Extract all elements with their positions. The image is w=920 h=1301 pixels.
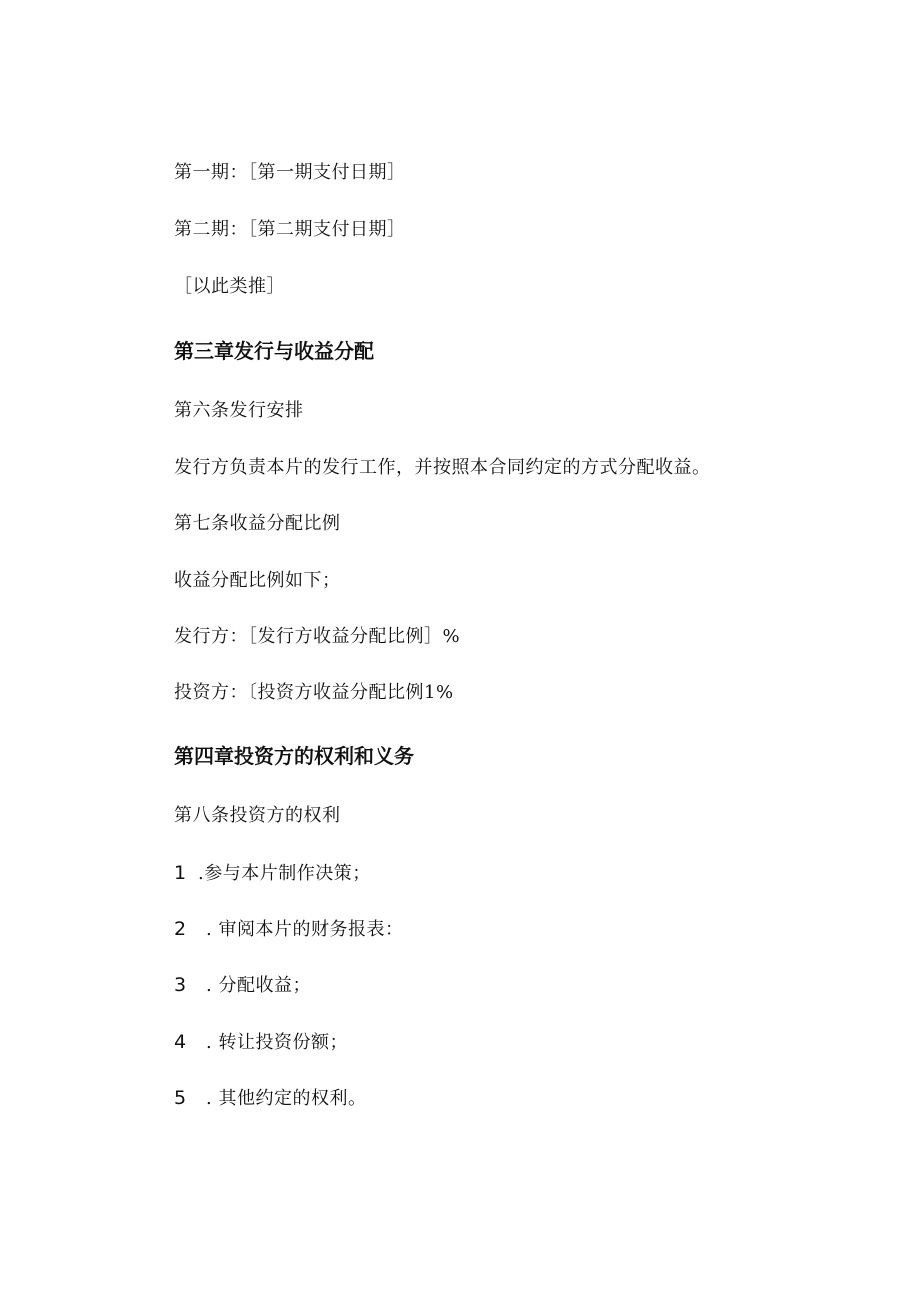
list-item <box>174 861 371 886</box>
article-6-title: 第六条发行安排 <box>174 400 304 421</box>
article-7-title: 第七条收益分配比例 <box>174 513 341 534</box>
list-item <box>174 917 403 942</box>
list-item-number: 2 <box>174 918 187 940</box>
list-item-text: . 审阅本片的财务报表： <box>206 919 404 940</box>
payment-second: 第二期：［第二期支付日期］ <box>174 219 406 240</box>
list-item <box>174 973 311 998</box>
payment-etc: ［以此类推］ <box>174 276 285 297</box>
list-item <box>174 1030 348 1055</box>
list-item <box>174 1086 366 1111</box>
list-item-number: 3 <box>174 974 187 996</box>
distributor-share: 发行方：［发行方收益分配比例］% <box>174 626 461 647</box>
list-item-text: . 转让投资份额； <box>206 1032 348 1053</box>
article-6-body: 发行方负责本片的发行工作，并按照本合同约定的方式分配收益。 <box>174 457 711 478</box>
list-item-number: 4 <box>174 1031 187 1053</box>
list-item-text: .参与本片制作决策； <box>198 863 371 884</box>
list-item-text: . 其他约定的权利。 <box>206 1088 367 1109</box>
investor-share: 投资方：〔投资方收益分配比例1% <box>174 682 454 703</box>
payment-first: 第一期：［第一期支付日期］ <box>174 162 406 183</box>
chapter-4-title: 第四章投资方的权利和义务 <box>174 744 414 768</box>
list-item-number: 5 <box>174 1087 187 1109</box>
list-item-text: . 分配收益； <box>206 975 311 996</box>
list-item-number: 1 <box>174 862 187 884</box>
article-8-title: 第八条投资方的权利 <box>174 805 341 826</box>
chapter-3-title: 第三章发行与收益分配 <box>174 339 374 363</box>
article-7-intro: 收益分配比例如下； <box>174 570 341 591</box>
